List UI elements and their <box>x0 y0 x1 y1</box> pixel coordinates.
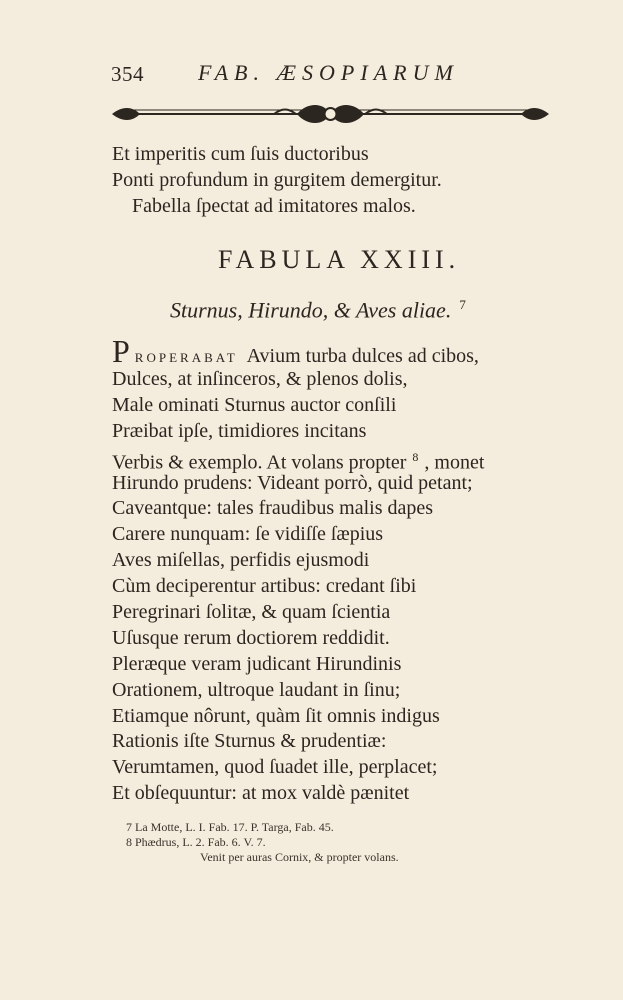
verse-line: Et obſequuntur: at mox valdè pænitet <box>112 782 410 805</box>
verse-line: Etiamque nôrunt, quàm ſit omnis indigus <box>112 704 440 727</box>
fable-verse <box>112 335 484 807</box>
verse-line: Verumtamen, quod ſuadet ille, perplacet; <box>112 756 438 779</box>
verse-line: Ponti profundum in gurgitem demergitur. <box>112 169 442 191</box>
footnote-marker: 7 <box>459 297 466 312</box>
verse-line: Præibat ipſe, timidiores incitans <box>112 419 367 442</box>
verse-line: Et imperitis cum ſuis ductoribus <box>112 143 369 165</box>
footnote-quotation: Venit per auras Cornix, & propter volans. <box>200 850 399 864</box>
running-head: FAB. ÆSOPIARUM <box>198 60 459 85</box>
verse-line: Orationem, ultroque laudant in ſinu; <box>112 678 401 701</box>
verse-line: Uſusque rerum doctiorem reddidit. <box>112 626 390 649</box>
verse-line-text: , monet <box>424 451 485 474</box>
verse-line: Pleræque veram judicant Hirundinis <box>112 652 402 675</box>
verse-line-text: Verbis & exemplo. At volans propter <box>112 451 407 474</box>
verse-line: Aves miſellas, perfidis ejusmodi <box>112 549 370 572</box>
verse-line: Hirundo prudens: Videant porrò, quid petant; <box>112 471 473 494</box>
footnote: 8 Phædrus, L. 2. Fab. 6. V. 7. <box>126 835 266 849</box>
verse-line: Peregrinari ſolitæ, & quam ſcientia <box>112 601 391 624</box>
ornamental-rule <box>112 98 549 128</box>
verse-line: Cùm deciperentur artibus: credant ſibi <box>112 575 417 598</box>
footnotes <box>126 820 399 865</box>
opening-verse <box>112 141 442 219</box>
drop-initial: P <box>112 333 130 369</box>
verse-line <box>112 445 485 474</box>
verse-line: Caveantque: tales fraudibus malis dapes <box>112 497 434 520</box>
verse-line-text: Avium turba dulces ad cibos, <box>246 345 479 367</box>
page-number: 354 <box>111 62 144 86</box>
fable-title: FABULA XXIII. <box>218 245 461 274</box>
fable-subtitle <box>170 297 466 323</box>
verse-line: Carere nunquam: ſe vidiſſe ſæpius <box>112 523 384 546</box>
moral-line: Fabella ſpectat ad imitatores malos. <box>132 195 416 217</box>
fable-subtitle-text: Sturnus, Hirundo, & Aves aliae. <box>170 297 452 323</box>
verse-line: Rationis iſte Sturnus & prudentiæ: <box>112 730 387 753</box>
small-caps-word: ROPERABAT <box>134 350 238 365</box>
footnote-marker: 8 <box>412 449 419 464</box>
verse-line <box>112 335 484 367</box>
footnote: 7 La Motte, L. I. Fab. 17. P. Targa, Fab. 45. <box>126 820 334 834</box>
verse-line: Male ominati Sturnus auctor conſili <box>112 393 397 416</box>
verse-line: Dulces, at inſinceros, & plenos dolis, <box>112 368 408 390</box>
